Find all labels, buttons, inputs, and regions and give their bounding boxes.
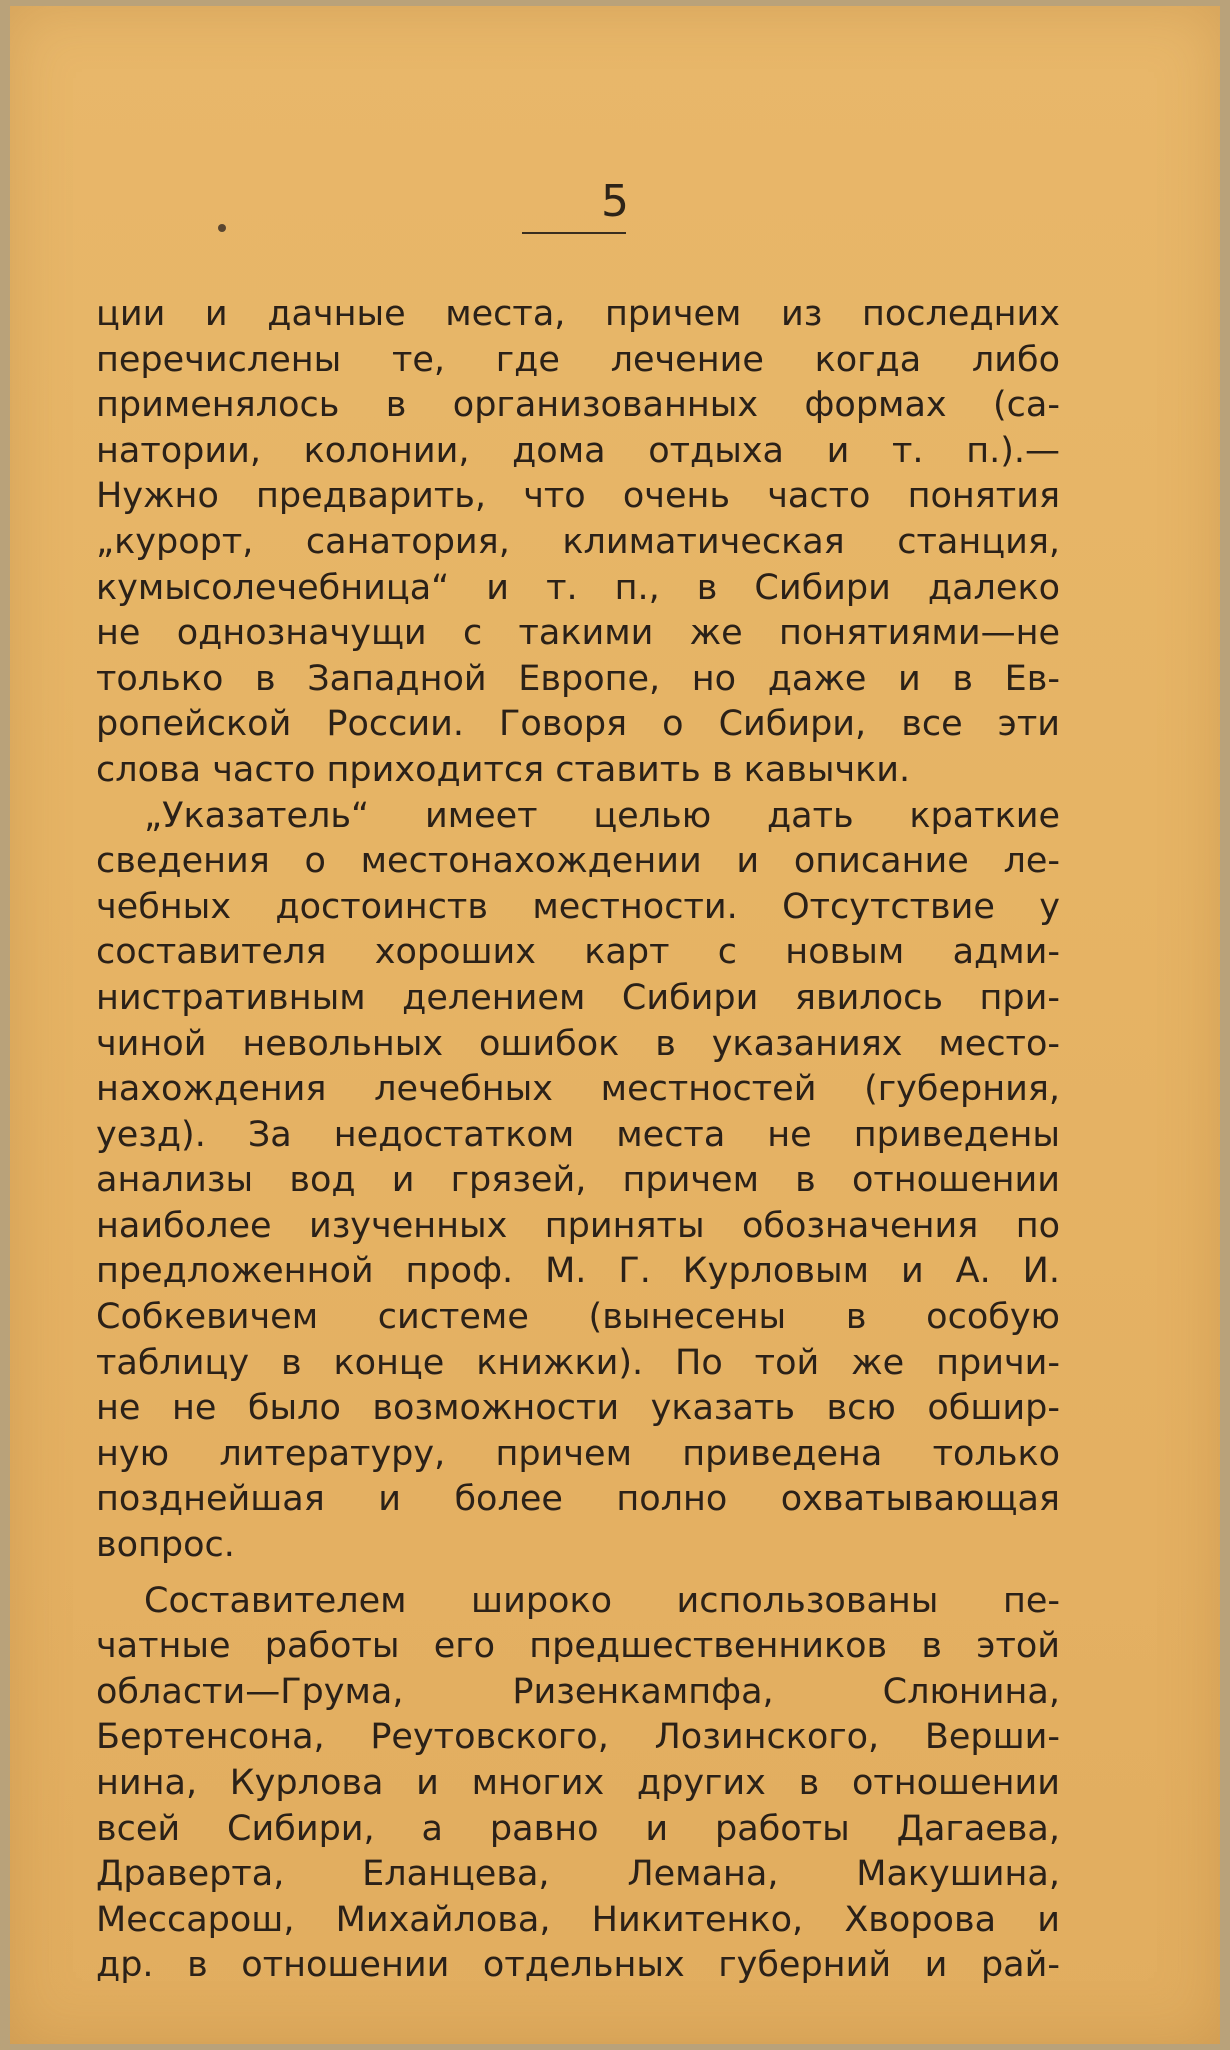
text-line: Бертенсона, Реутовского, Лозинского, Верши- [96,1717,1060,1758]
text-line: не не было возможности указать всю обшир- [96,1388,1060,1429]
text-line: области—Грума, Ризенкампфа, Слюнина, [96,1671,1060,1712]
text-line: др. в отношении отдельных губерний и рай- [96,1945,1060,1986]
text-line: Нужно предварить, что очень часто понятия [96,476,1060,517]
text-line: Драверта, Еланцева, Лемана, Макушина, [96,1854,1060,1895]
page-number-underline [522,232,626,234]
text-line: предложенной проф. М. Г. Курловым и А. И. [96,1251,1060,1292]
text-line: не однозначущи с такими же понятиями—не [96,613,1060,654]
book-page [10,6,1220,2044]
body-text [96,292,1060,1989]
text-line: позднейшая и более полно охватывающая [96,1479,1060,1520]
text-line: „Указатель“ имеет целью дать краткие [144,795,1060,836]
text-line: „курорт, санатория, климатическая станция, [96,521,1060,562]
text-line: вопрос. [96,1525,235,1566]
text-line: слова часто приходится ставить в кавычки. [96,749,911,790]
text-line: ропейской России. Говоря о Сибири, все эти [96,704,1060,745]
text-line: всей Сибири, а равно и работы Дагаева, [96,1808,1060,1849]
text-line: ции и дачные места, причем из последних [96,294,1060,334]
text-line: наиболее изученных приняты обозначения по [96,1205,1060,1246]
text-line: уезд). За недостатком места не приведены [96,1114,1060,1155]
text-line: применялось в организованных формах (са- [96,385,1060,426]
text-line: составителя хороших карт с новым адми- [96,932,1060,973]
paragraph-gap [96,1569,1060,1579]
text-line: сведения о местонахождении и описание ле- [96,841,1060,882]
text-line: натории, колонии, дома отдыха и т. п.).— [96,430,1060,471]
text-line: ную литературу, причем приведена только [96,1433,1060,1474]
text-line: Собкевичем системе (вынесены в особую [96,1297,1060,1338]
text-line: кумысолечебница“ и т. п., в Сибири далеко [96,567,1060,608]
text-line: только в Западной Европе, но даже и в Ев- [96,658,1060,699]
text-line: чебных достоинств местности. Отсутствие у [96,886,1060,927]
text-line: чиной невольных ошибок в указаниях место- [96,1023,1060,1064]
text-line: чатные работы его предшественников в этой [96,1626,1060,1667]
text-line: перечислены те, где лечение когда либо [96,339,1060,380]
page-number: 5 [601,176,629,227]
text-line: нистративным делением Сибири явилось при- [96,977,1060,1018]
text-line: Составителем широко использованы пе- [144,1580,1060,1621]
text-line: нина, Курлова и многих других в отношении [96,1763,1060,1803]
text-line: нахождения лечебных местностей (губерния, [96,1069,1060,1110]
text-line: Мессарош, Михайлова, Никитенко, Хворова и [96,1899,1060,1940]
text-line: таблицу в конце книжки). По той же причи- [96,1342,1060,1383]
text-line: анализы вод и грязей, причем в отношении [96,1160,1060,1201]
